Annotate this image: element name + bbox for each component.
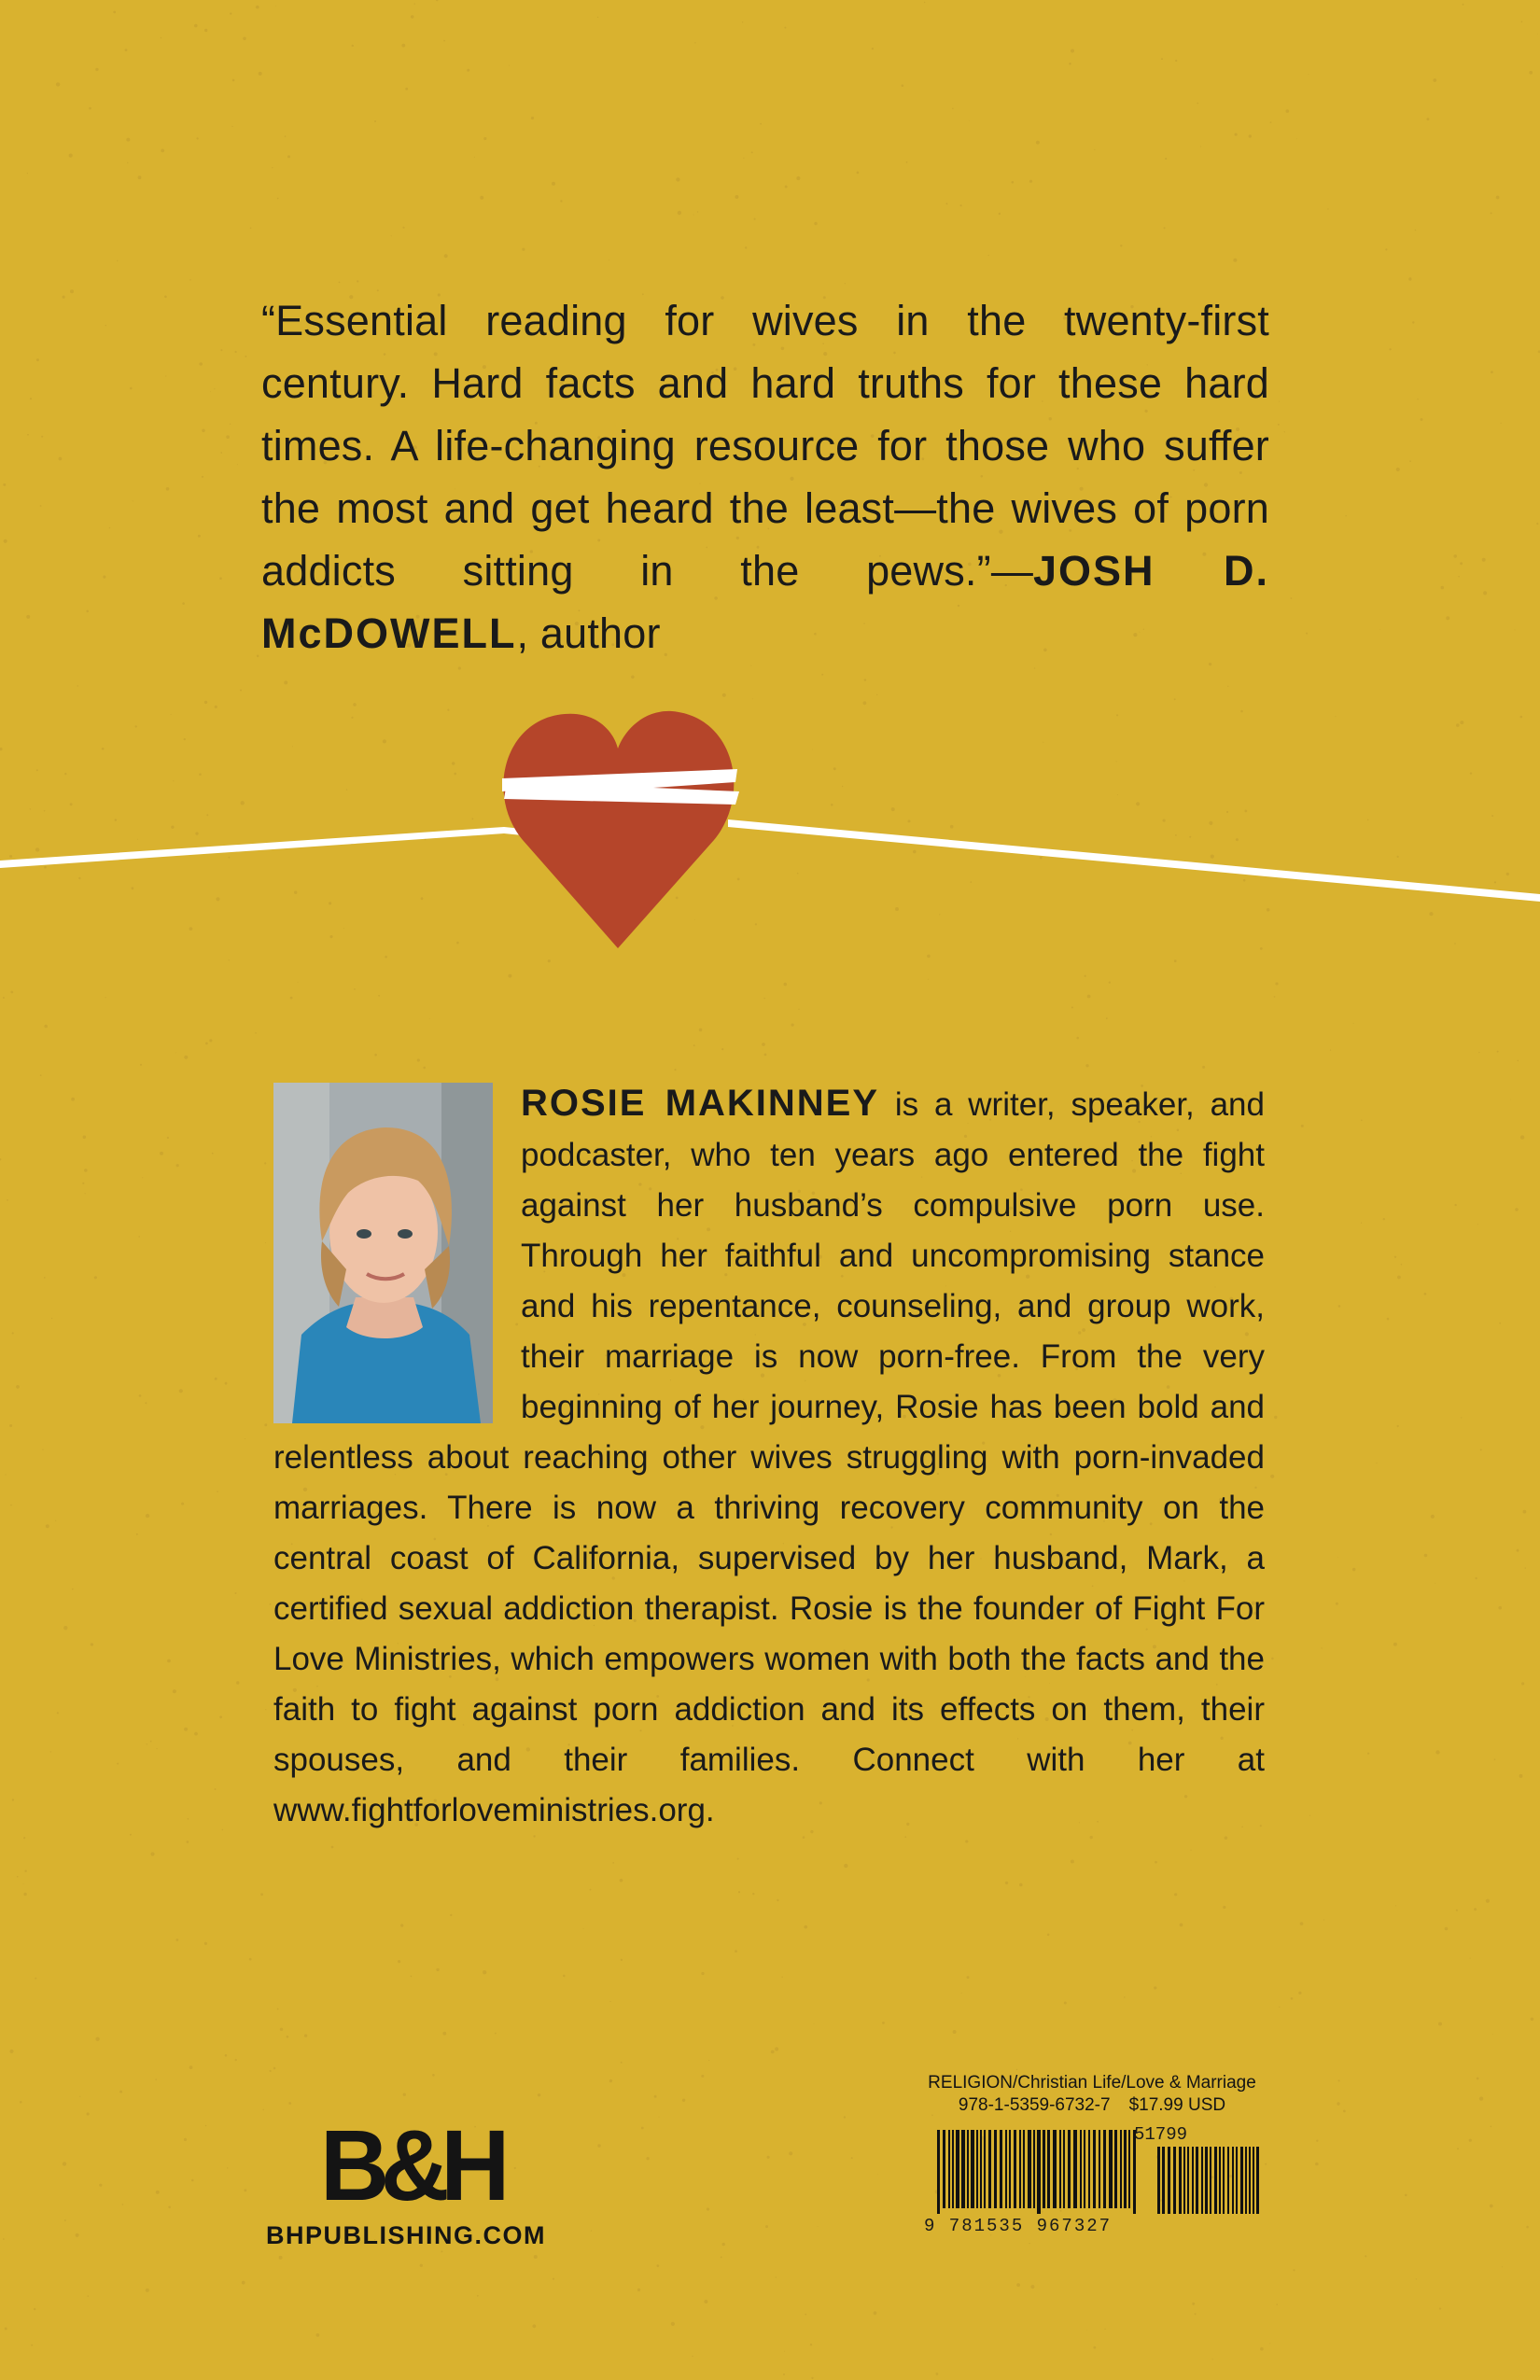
quote-text: “Essential reading for wives in the twenty-first century. Hard facts and hard truths for these hard times. A life-changing resource for those who suffer the most and get heard the least—the wives of porn addicts sitting in the pews.”—	[261, 297, 1269, 595]
heart-string-illustration	[0, 691, 1540, 961]
publisher-website: BHPUBLISHING.COM	[266, 2221, 546, 2249]
author-name: ROSIE MAKINNEY	[521, 1083, 880, 1124]
string-line-icon	[0, 827, 523, 868]
price: $17.99 USD	[1128, 2095, 1226, 2115]
publisher-logo-mark: B&H	[320, 2108, 501, 2221]
endorsement-quote	[261, 289, 1269, 665]
isbn-price-line	[924, 2094, 1260, 2117]
publisher-logo	[266, 2108, 546, 2250]
barcode-icon	[937, 2130, 1273, 2216]
author-bio	[273, 1078, 1265, 1836]
quote-attribution-role: , author	[516, 609, 661, 657]
barcode-block	[924, 2072, 1260, 2237]
isbn-barcode-digits: 9 781535 967327	[924, 2216, 1113, 2236]
author-bio-text: is a writer, speaker, and podcaster, who ten years ago entered the fight against her husband’s compulsive porn use. Through her faithful and uncompromising stance and his repentance, counseling, and group work, their marriage is now porn-free. From the very beginning of her journey, Rosie has been bold and relentless about reaching other wives struggling with porn-invaded marriages. There is now a thriving recovery community on the central coast of California, supervised by her husband, Mark, a certified sexual addiction therapist. Rosie is the founder of Fight For Love Ministries, which empowers women with both the facts and the faith to fight against porn addiction and its effects on them, their spouses, and their families. Connect with her at www.fightforloveministries.org.	[273, 1086, 1265, 1828]
price-code: 51799	[1134, 2124, 1188, 2145]
quote-attribution-name: JOSH D. McDOWELL	[261, 547, 1269, 657]
string-line-right-icon	[728, 819, 1540, 902]
heart-icon	[503, 711, 734, 948]
book-category: RELIGION/Christian Life/Love & Marriage	[928, 2073, 1256, 2093]
isbn-number: 978-1-5359-6732-7	[958, 2095, 1111, 2115]
